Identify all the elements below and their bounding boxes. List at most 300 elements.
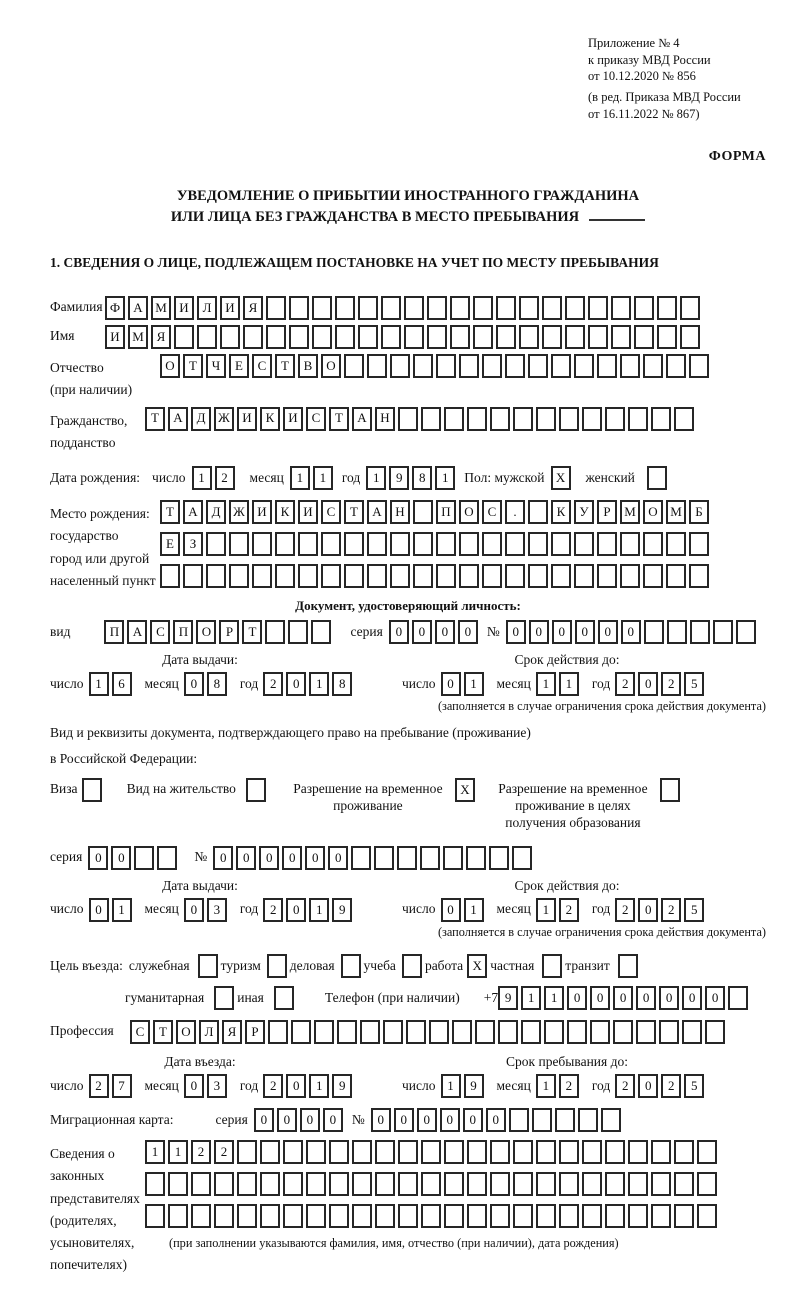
form-cell[interactable]: 0 — [236, 846, 256, 870]
form-cell[interactable] — [542, 954, 562, 978]
form-cell[interactable] — [713, 620, 733, 644]
form-cell[interactable] — [381, 325, 401, 349]
form-cell[interactable] — [657, 296, 677, 320]
form-cell[interactable] — [657, 325, 677, 349]
form-cell[interactable]: 1 — [441, 1074, 461, 1098]
form-cell[interactable]: О — [643, 500, 663, 524]
form-cell[interactable] — [490, 1204, 510, 1228]
form-cell[interactable]: И — [252, 500, 272, 524]
form-cell[interactable]: 0 — [300, 1108, 320, 1132]
form-cell[interactable] — [397, 846, 417, 870]
form-cell[interactable]: 9 — [464, 1074, 484, 1098]
form-cell[interactable]: 1 — [313, 466, 333, 490]
form-cell[interactable] — [321, 564, 341, 588]
form-cell[interactable]: В — [298, 354, 318, 378]
form-cell[interactable]: 0 — [506, 620, 526, 644]
form-cell[interactable]: 5 — [684, 898, 704, 922]
form-cell[interactable] — [519, 325, 539, 349]
form-cell[interactable] — [536, 407, 556, 431]
form-cell[interactable] — [311, 620, 331, 644]
form-cell[interactable] — [444, 1172, 464, 1196]
form-cell[interactable] — [536, 1140, 556, 1164]
form-cell[interactable] — [436, 532, 456, 556]
form-cell[interactable] — [565, 296, 585, 320]
form-cell[interactable] — [413, 354, 433, 378]
form-cell[interactable]: 0 — [638, 672, 658, 696]
form-cell[interactable]: Л — [197, 296, 217, 320]
form-cell[interactable]: 0 — [371, 1108, 391, 1132]
form-cell[interactable]: 9 — [332, 1074, 352, 1098]
form-cell[interactable] — [605, 1140, 625, 1164]
form-cell[interactable] — [590, 1020, 610, 1044]
form-cell[interactable] — [298, 564, 318, 588]
form-cell[interactable]: 2 — [661, 672, 681, 696]
form-cell[interactable] — [374, 846, 394, 870]
form-cell[interactable]: 0 — [590, 986, 610, 1010]
form-cell[interactable] — [360, 1020, 380, 1044]
form-cell[interactable] — [191, 1204, 211, 1228]
form-cell[interactable] — [489, 846, 509, 870]
form-cell[interactable] — [160, 564, 180, 588]
form-cell[interactable]: П — [104, 620, 124, 644]
form-cell[interactable]: 0 — [305, 846, 325, 870]
form-cell[interactable] — [466, 846, 486, 870]
form-cell[interactable] — [267, 954, 287, 978]
form-cell[interactable] — [329, 1204, 349, 1228]
form-cell[interactable]: 2 — [214, 1140, 234, 1164]
form-cell[interactable]: О — [196, 620, 216, 644]
form-cell[interactable] — [344, 532, 364, 556]
form-cell[interactable] — [229, 564, 249, 588]
form-cell[interactable] — [383, 1020, 403, 1044]
form-cell[interactable] — [643, 564, 663, 588]
form-cell[interactable]: 1 — [544, 986, 564, 1010]
form-cell[interactable]: 0 — [286, 898, 306, 922]
form-cell[interactable] — [620, 564, 640, 588]
form-cell[interactable]: 0 — [659, 986, 679, 1010]
form-cell[interactable] — [559, 1140, 579, 1164]
form-cell[interactable]: 0 — [254, 1108, 274, 1132]
form-cell[interactable] — [275, 532, 295, 556]
form-cell[interactable]: Д — [191, 407, 211, 431]
form-cell[interactable] — [375, 1140, 395, 1164]
form-cell[interactable]: 2 — [615, 898, 635, 922]
form-cell[interactable]: Л — [199, 1020, 219, 1044]
form-cell[interactable]: 2 — [615, 1074, 635, 1098]
form-cell[interactable]: И — [283, 407, 303, 431]
form-cell[interactable] — [559, 1172, 579, 1196]
form-cell[interactable] — [436, 564, 456, 588]
form-cell[interactable] — [551, 354, 571, 378]
form-cell[interactable]: Я — [151, 325, 171, 349]
form-cell[interactable] — [288, 620, 308, 644]
form-cell[interactable]: А — [127, 620, 147, 644]
form-cell[interactable] — [498, 1020, 518, 1044]
form-cell[interactable] — [404, 325, 424, 349]
form-cell[interactable]: 0 — [184, 672, 204, 696]
form-cell[interactable] — [421, 1204, 441, 1228]
form-cell[interactable] — [398, 407, 418, 431]
form-cell[interactable] — [427, 296, 447, 320]
form-cell[interactable] — [429, 1020, 449, 1044]
form-cell[interactable] — [513, 407, 533, 431]
form-cell[interactable] — [351, 846, 371, 870]
form-cell[interactable]: Я — [222, 1020, 242, 1044]
form-cell[interactable] — [421, 1172, 441, 1196]
form-cell[interactable] — [266, 325, 286, 349]
form-cell[interactable] — [413, 500, 433, 524]
form-cell[interactable]: 0 — [552, 620, 572, 644]
form-cell[interactable] — [528, 532, 548, 556]
form-cell[interactable]: . — [505, 500, 525, 524]
form-cell[interactable]: 1 — [309, 898, 329, 922]
form-cell[interactable]: К — [551, 500, 571, 524]
form-cell[interactable] — [660, 778, 680, 802]
form-cell[interactable] — [605, 407, 625, 431]
form-cell[interactable] — [689, 532, 709, 556]
form-cell[interactable]: 2 — [191, 1140, 211, 1164]
form-cell[interactable]: К — [260, 407, 280, 431]
form-cell[interactable]: 0 — [213, 846, 233, 870]
form-cell[interactable] — [634, 325, 654, 349]
form-cell[interactable] — [335, 325, 355, 349]
form-cell[interactable]: 2 — [263, 898, 283, 922]
form-cell[interactable] — [237, 1140, 257, 1164]
form-cell[interactable]: 1 — [309, 1074, 329, 1098]
form-cell[interactable] — [467, 407, 487, 431]
form-cell[interactable] — [444, 1204, 464, 1228]
form-cell[interactable]: 0 — [389, 620, 409, 644]
form-cell[interactable]: У — [574, 500, 594, 524]
form-cell[interactable]: 0 — [458, 620, 478, 644]
form-cell[interactable] — [628, 1172, 648, 1196]
form-cell[interactable]: 1 — [536, 1074, 556, 1098]
form-cell[interactable] — [613, 1020, 633, 1044]
form-cell[interactable] — [482, 354, 502, 378]
form-cell[interactable] — [532, 1108, 552, 1132]
form-cell[interactable]: С — [150, 620, 170, 644]
form-cell[interactable] — [134, 846, 154, 870]
form-cell[interactable] — [452, 1020, 472, 1044]
form-cell[interactable] — [505, 564, 525, 588]
form-cell[interactable] — [198, 954, 218, 978]
form-cell[interactable] — [513, 1140, 533, 1164]
form-cell[interactable] — [413, 532, 433, 556]
form-cell[interactable] — [628, 1204, 648, 1228]
form-cell[interactable] — [697, 1172, 717, 1196]
form-cell[interactable] — [174, 325, 194, 349]
form-cell[interactable]: А — [352, 407, 372, 431]
form-cell[interactable] — [283, 1140, 303, 1164]
form-cell[interactable] — [289, 296, 309, 320]
form-cell[interactable] — [697, 1140, 717, 1164]
form-cell[interactable] — [667, 620, 687, 644]
form-cell[interactable]: 0 — [435, 620, 455, 644]
form-cell[interactable] — [421, 407, 441, 431]
form-cell[interactable] — [298, 532, 318, 556]
form-cell[interactable] — [482, 532, 502, 556]
form-cell[interactable] — [246, 778, 266, 802]
form-cell[interactable] — [183, 564, 203, 588]
form-cell[interactable] — [628, 1140, 648, 1164]
form-cell[interactable] — [306, 1204, 326, 1228]
form-cell[interactable] — [206, 564, 226, 588]
form-cell[interactable] — [697, 1204, 717, 1228]
form-cell[interactable] — [505, 532, 525, 556]
form-cell[interactable] — [358, 325, 378, 349]
form-cell[interactable] — [344, 354, 364, 378]
form-cell[interactable] — [306, 1172, 326, 1196]
form-cell[interactable] — [647, 466, 667, 490]
form-cell[interactable]: С — [252, 354, 272, 378]
form-cell[interactable] — [390, 532, 410, 556]
form-cell[interactable]: 5 — [684, 672, 704, 696]
form-cell[interactable] — [536, 1172, 556, 1196]
form-cell[interactable] — [450, 325, 470, 349]
form-cell[interactable] — [420, 846, 440, 870]
form-cell[interactable] — [620, 532, 640, 556]
form-cell[interactable] — [636, 1020, 656, 1044]
form-cell[interactable] — [680, 325, 700, 349]
form-cell[interactable] — [436, 354, 456, 378]
form-cell[interactable]: 6 — [112, 672, 132, 696]
form-cell[interactable]: 0 — [417, 1108, 437, 1132]
form-cell[interactable] — [467, 1140, 487, 1164]
form-cell[interactable]: 0 — [323, 1108, 343, 1132]
form-cell[interactable] — [582, 1140, 602, 1164]
form-cell[interactable] — [237, 1172, 257, 1196]
form-cell[interactable]: Д — [206, 500, 226, 524]
form-cell[interactable] — [344, 564, 364, 588]
form-cell[interactable]: 8 — [207, 672, 227, 696]
form-cell[interactable]: 8 — [332, 672, 352, 696]
form-cell[interactable]: О — [321, 354, 341, 378]
form-cell[interactable]: Т — [344, 500, 364, 524]
form-cell[interactable]: 2 — [615, 672, 635, 696]
form-cell[interactable] — [618, 954, 638, 978]
form-cell[interactable]: М — [620, 500, 640, 524]
form-cell[interactable] — [191, 1172, 211, 1196]
form-cell[interactable]: С — [306, 407, 326, 431]
form-cell[interactable]: 9 — [389, 466, 409, 490]
form-cell[interactable] — [375, 1204, 395, 1228]
form-cell[interactable] — [674, 407, 694, 431]
form-cell[interactable] — [728, 986, 748, 1010]
form-cell[interactable] — [390, 354, 410, 378]
form-cell[interactable] — [404, 296, 424, 320]
form-cell[interactable] — [689, 354, 709, 378]
form-cell[interactable] — [260, 1172, 280, 1196]
form-cell[interactable] — [314, 1020, 334, 1044]
form-cell[interactable]: Т — [242, 620, 262, 644]
form-cell[interactable]: Т — [329, 407, 349, 431]
form-cell[interactable]: 0 — [638, 1074, 658, 1098]
form-cell[interactable]: 0 — [88, 846, 108, 870]
form-cell[interactable] — [582, 1204, 602, 1228]
form-cell[interactable]: 0 — [463, 1108, 483, 1132]
form-cell[interactable] — [643, 354, 663, 378]
form-cell[interactable]: 3 — [207, 898, 227, 922]
form-cell[interactable]: 0 — [441, 672, 461, 696]
form-cell[interactable]: 2 — [661, 898, 681, 922]
form-cell[interactable]: П — [436, 500, 456, 524]
form-cell[interactable] — [243, 325, 263, 349]
form-cell[interactable] — [214, 1172, 234, 1196]
form-cell[interactable] — [680, 296, 700, 320]
form-cell[interactable]: А — [183, 500, 203, 524]
form-cell[interactable] — [398, 1172, 418, 1196]
form-cell[interactable]: Р — [219, 620, 239, 644]
form-cell[interactable] — [574, 564, 594, 588]
form-cell[interactable] — [312, 296, 332, 320]
form-cell[interactable]: 0 — [328, 846, 348, 870]
form-cell[interactable]: 1 — [192, 466, 212, 490]
form-cell[interactable] — [291, 1020, 311, 1044]
form-cell[interactable] — [82, 778, 102, 802]
form-cell[interactable]: Т — [183, 354, 203, 378]
form-cell[interactable] — [528, 500, 548, 524]
form-cell[interactable] — [206, 532, 226, 556]
form-cell[interactable]: А — [168, 407, 188, 431]
form-cell[interactable]: Н — [375, 407, 395, 431]
form-cell[interactable]: Т — [275, 354, 295, 378]
form-cell[interactable] — [544, 1020, 564, 1044]
form-cell[interactable] — [473, 325, 493, 349]
form-cell[interactable] — [260, 1204, 280, 1228]
form-cell[interactable]: С — [130, 1020, 150, 1044]
form-cell[interactable] — [490, 1140, 510, 1164]
form-cell[interactable]: 1 — [366, 466, 386, 490]
form-cell[interactable]: 2 — [559, 1074, 579, 1098]
form-cell[interactable] — [597, 532, 617, 556]
form-cell[interactable]: 0 — [184, 898, 204, 922]
form-cell[interactable] — [220, 325, 240, 349]
form-cell[interactable]: 2 — [89, 1074, 109, 1098]
form-cell[interactable] — [578, 1108, 598, 1132]
form-cell[interactable]: X — [467, 954, 487, 978]
form-cell[interactable] — [582, 1172, 602, 1196]
form-cell[interactable]: 0 — [613, 986, 633, 1010]
form-cell[interactable]: 2 — [263, 1074, 283, 1098]
form-cell[interactable]: 0 — [89, 898, 109, 922]
form-cell[interactable] — [490, 1172, 510, 1196]
form-cell[interactable] — [521, 1020, 541, 1044]
form-cell[interactable]: 1 — [521, 986, 541, 1010]
form-cell[interactable] — [406, 1020, 426, 1044]
form-cell[interactable] — [390, 564, 410, 588]
form-cell[interactable] — [475, 1020, 495, 1044]
form-cell[interactable]: М — [151, 296, 171, 320]
form-cell[interactable]: Я — [243, 296, 263, 320]
form-cell[interactable]: 1 — [145, 1140, 165, 1164]
form-cell[interactable] — [597, 564, 617, 588]
form-cell[interactable]: 2 — [661, 1074, 681, 1098]
form-cell[interactable] — [352, 1204, 372, 1228]
form-cell[interactable] — [567, 1020, 587, 1044]
form-cell[interactable] — [335, 296, 355, 320]
form-cell[interactable]: О — [176, 1020, 196, 1044]
form-cell[interactable]: 1 — [112, 898, 132, 922]
form-cell[interactable]: Н — [390, 500, 410, 524]
form-cell[interactable] — [459, 564, 479, 588]
form-cell[interactable] — [513, 1204, 533, 1228]
form-cell[interactable] — [736, 620, 756, 644]
form-cell[interactable] — [329, 1172, 349, 1196]
form-cell[interactable] — [274, 986, 294, 1010]
form-cell[interactable]: X — [551, 466, 571, 490]
form-cell[interactable]: 0 — [282, 846, 302, 870]
form-cell[interactable] — [444, 407, 464, 431]
form-cell[interactable] — [329, 1140, 349, 1164]
form-cell[interactable]: Т — [160, 500, 180, 524]
form-cell[interactable] — [705, 1020, 725, 1044]
form-cell[interactable]: 0 — [486, 1108, 506, 1132]
form-cell[interactable]: 0 — [567, 986, 587, 1010]
form-cell[interactable]: 1 — [89, 672, 109, 696]
form-cell[interactable] — [559, 407, 579, 431]
form-cell[interactable] — [275, 564, 295, 588]
form-cell[interactable]: 1 — [435, 466, 455, 490]
form-cell[interactable] — [367, 354, 387, 378]
form-cell[interactable]: 2 — [263, 672, 283, 696]
form-cell[interactable] — [283, 1204, 303, 1228]
form-cell[interactable] — [528, 354, 548, 378]
form-cell[interactable] — [265, 620, 285, 644]
form-cell[interactable]: 9 — [498, 986, 518, 1010]
form-cell[interactable]: С — [482, 500, 502, 524]
form-cell[interactable] — [588, 296, 608, 320]
form-cell[interactable]: А — [367, 500, 387, 524]
form-cell[interactable]: О — [160, 354, 180, 378]
form-cell[interactable]: 0 — [412, 620, 432, 644]
form-cell[interactable]: Р — [245, 1020, 265, 1044]
form-cell[interactable]: 5 — [684, 1074, 704, 1098]
form-cell[interactable] — [490, 407, 510, 431]
form-cell[interactable] — [459, 354, 479, 378]
form-cell[interactable]: Р — [597, 500, 617, 524]
form-cell[interactable] — [306, 1140, 326, 1164]
form-cell[interactable] — [268, 1020, 288, 1044]
form-cell[interactable]: 8 — [412, 466, 432, 490]
form-cell[interactable] — [237, 1204, 257, 1228]
form-cell[interactable] — [682, 1020, 702, 1044]
form-cell[interactable] — [214, 986, 234, 1010]
form-cell[interactable]: 3 — [207, 1074, 227, 1098]
form-cell[interactable] — [611, 296, 631, 320]
form-cell[interactable] — [509, 1108, 529, 1132]
form-cell[interactable]: 9 — [332, 898, 352, 922]
form-cell[interactable] — [341, 954, 361, 978]
form-cell[interactable]: Т — [153, 1020, 173, 1044]
form-cell[interactable] — [666, 532, 686, 556]
form-cell[interactable] — [651, 1172, 671, 1196]
form-cell[interactable]: Т — [145, 407, 165, 431]
form-cell[interactable]: 0 — [682, 986, 702, 1010]
form-cell[interactable]: М — [666, 500, 686, 524]
form-cell[interactable]: 0 — [440, 1108, 460, 1132]
form-cell[interactable] — [536, 1204, 556, 1228]
form-cell[interactable]: 0 — [705, 986, 725, 1010]
form-cell[interactable] — [289, 325, 309, 349]
form-cell[interactable] — [375, 1172, 395, 1196]
form-cell[interactable]: Е — [229, 354, 249, 378]
form-cell[interactable] — [266, 296, 286, 320]
form-cell[interactable] — [674, 1140, 694, 1164]
form-cell[interactable] — [551, 564, 571, 588]
form-cell[interactable]: 7 — [112, 1074, 132, 1098]
form-cell[interactable] — [651, 1140, 671, 1164]
form-cell[interactable] — [214, 1204, 234, 1228]
